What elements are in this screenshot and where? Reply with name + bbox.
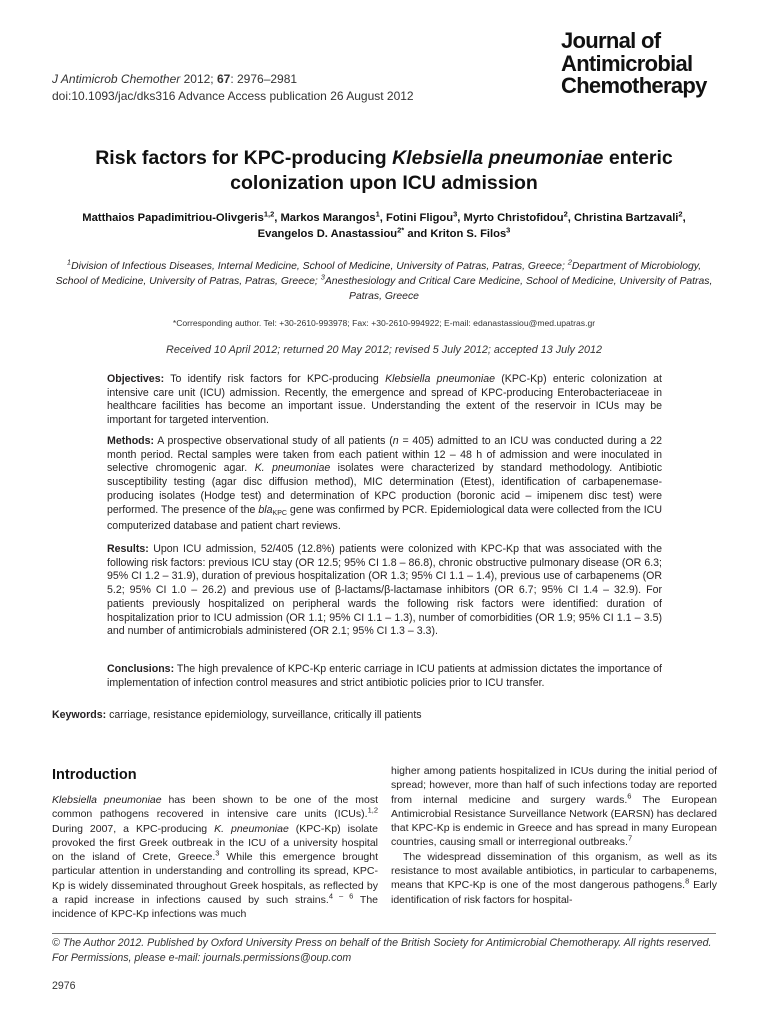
reference-mark[interactable]: 3 (215, 848, 220, 858)
author-list: Matthaios Papadimitriou-Olivgeris$^{1,2}$, Markos Marangos$^1$, Fotini Fligou$^3$, Myrto Christofidou$^2$, Christina Bartzavali$^2$, Evangelos D. Anastassiou$^{2*}$ and Kriton S. Filos$^3$ (82, 209, 686, 240)
affiliations: $^1$Division of Infectious Diseases, Internal Medicine, School of Medicine, University of Patras, Patras, Greece; $^2$Department of Microbiology, School of Medicine, University of Patras, Patras, Greece; $^3$Anesthesiology and Critical Care Medicine, School of Medicine, University of Patras, Patras, Greece (55, 257, 713, 302)
citation-year: 2012; (180, 72, 217, 86)
section-heading-introduction: Introduction (52, 767, 137, 783)
author-affiliation-mark: 3 (506, 225, 511, 235)
journal-name-line-2: Antimicrobial (561, 50, 693, 76)
intro-right-column: higher among patients hospitalized in ICUs during the initial period of spread; however, more than half of such infections today are reported from internal medicine and surgery wards.$^6$ The European Antimicrobial Resistance Surveillance Network (EARSN) has declared that KPC-Kp is endemic in Greece and has spread in many European countries, causing small or interregional outbreaks.$^7$ The widespread dissemination of this organism, as well as its resistance to most available antibiotics, in particular to carbapenems, means that KPC-Kp is one of the most dangerous pathogens.$^8$ Early identification of risk factors for hospital- (391, 765, 718, 906)
abstract-methods: Methods: A prospective observational study of all patients (n = 405) admitted to an ICU was conducted during a 22 month period. Rectal samples were taken from each patient within 12 – 48 h of admission and were inoculated in selective chromogenic agar. K. pneumoniae isolates were characterized by standard methodology. Antibiotic susceptibility testing (agar disc diffusion method), MIC determination (Etest), identification of carbapenemase-producing isolates (Hodge test) and determination of KPC production (boronic acid – imipenem disc test) were performed. The presence of the bla$_{KPC}$ gene was confirmed by PCR. Epidemiological data were collected from the ICU computerized database and patient chart reviews. (107, 435, 662, 533)
abstract-conclusions: Conclusions: The high prevalence of KPC-Kp enteric carriage in ICU patients at admission dictates the importance of implementation of infection control measures and strict antibiotic policies prior to ICU transfer. (107, 663, 662, 689)
journal-name-line-3: Chemotherapy (561, 73, 707, 98)
title-part-2: enteric (603, 147, 673, 169)
reference-mark[interactable]: 4 – 6 (328, 891, 354, 901)
author-name: Kriton S. Filos (430, 228, 507, 240)
page-number: 2976 (52, 980, 76, 992)
title-line-2: colonization upon ICU admission (230, 172, 538, 194)
citation-pages: : 2976–2981 (230, 72, 298, 86)
author-name: Myrto Christofidou (463, 212, 564, 224)
author-name: Markos Marangos (280, 212, 376, 224)
author-name: Fotini Fligou (386, 212, 454, 224)
article-title (40, 146, 728, 196)
doi-line[interactable]: doi:10.1093/jac/dks316 Advance Access publication 26 August 2012 (52, 89, 414, 103)
abstract-objectives: Objectives: To identify risk factors for KPC-producing Klebsiella pneumoniae (KPC-Kp) enteric colonization at intensive care unit (ICU) admission. Recently, the emergence and spread of KPC-producing Enterobacteriaceae in healthcare facilities has become an important issue. Understanding the extent of the reservoir in ICUs may be important for targeted intervention. (107, 373, 662, 427)
title-part-1: Risk factors for KPC-producing (95, 147, 393, 169)
affiliation-1: Division of Infectious Diseases, Internal Medicine, School of Medicine, University of Patras, Patras, Greece; (71, 261, 568, 272)
author-affiliation-mark: 1,2 (263, 209, 275, 219)
corresponding-author: *Corresponding author. Tel: +30-2610-993978; Fax: +30-2610-994922; E-mail: edanastassiou@med.upatras.gr (172, 318, 596, 328)
copyright-notice (52, 936, 716, 966)
affiliation-2: Department of Microbiology, School of Medicine, University of Patras, Patras, Greece; (55, 261, 702, 287)
received-dates: Received 10 April 2012; returned 20 May 2012; revised 5 July 2012; accepted 13 July 2012 (166, 344, 602, 356)
abstract-results: Results: Upon ICU admission, 52/405 (12.8%) patients were colonized with KPC-Kp that was associated with the following risk factors: previous ICU stay (OR 12.5; 95% CI 1.8 – 86.8), chronic obstructive pulmonary disease (OR 6.3; 95% CI 1.2 – 31.9), duration of previous hospitalization (OR 1.3; 95% CI 1.1 – 1.4), previous use of carbapenems (OR 5.2; 95% CI 1.0 – 26.2) and previous use of β-lactams/β-lactamase inhibitors (OR 6.7; 95% CI 1.4 – 32.9). For patients previously hospitalized on peripheral wards the following risk factors were identified: duration of hospitalization prior to ICU admission (OR 1.1; 95% CI 1.1 – 1.3), number of comorbidities (OR 1.9; 95% CI 1.1 – 3.5) and number of antimicrobials administered (OR 2.1; 95% CI 1.3 – 3.3). (107, 543, 662, 638)
citation-volume: 67 (216, 72, 231, 86)
permissions-line: For Permissions, please e-mail: journals.permissions@oup.com (52, 952, 352, 964)
journal-logo-text (561, 30, 707, 98)
reference-mark[interactable]: 7 (627, 833, 633, 843)
author-affiliation-mark: 2* (397, 225, 405, 235)
citation-journal: J Antimicrob Chemother (52, 72, 181, 86)
affiliation-3: Anesthesiology and Critical Care Medicine, School of Medicine, University of Patras, Patras, Greece (324, 275, 713, 302)
title-italic: Klebsiella pneumoniae (392, 147, 604, 169)
copyright-line: © The Author 2012. Published by Oxford University Press on behalf of the British Society for Antimicrobial Chemotherapy. All rights reserved. (52, 937, 712, 949)
author-name: Christina Bartzavali (573, 212, 679, 224)
author-affiliation-mark: 3 (453, 209, 458, 219)
journal-name-line-1: Journal of (561, 28, 661, 53)
author-affiliation-mark: 2 (678, 209, 683, 219)
intro-left-column: Klebsiella pneumoniae has been shown to be one of the most common pathogens recovered in intensive care units (ICUs).$^{1,2}$ During 2007, a KPC-producing K. pneumoniae (KPC-Kp) isolate provoked the first Greek outbreak in the ICU of a university hospital on the island of Crete, Greece.$^3$ While this emergence brought particular attention in understanding and controlling its spread, KPC-Kp is widely disseminated throughout Greek hospitals, as reflected by a rapid increase in infections caused by such strains.$^{4 - 6}$ The incidence of KPC-Kp infections was much (52, 794, 379, 921)
reference-mark[interactable]: 1,2 (367, 805, 378, 815)
footer-divider (52, 933, 716, 934)
author-name: Evangelos D. Anastassiou (257, 228, 398, 240)
reference-mark[interactable]: 6 (627, 791, 632, 801)
author-affiliation-mark: 2 (563, 209, 568, 219)
citation-block (52, 71, 414, 105)
citation-line (52, 71, 414, 88)
keywords: Keywords: carriage, resistance epidemiology, surveillance, critically ill patients (52, 709, 422, 721)
reference-mark[interactable]: 8 (685, 876, 690, 886)
author-name: Matthaios Papadimitriou-Olivgeris (82, 212, 264, 224)
author-affiliation-mark: 1 (375, 209, 380, 219)
